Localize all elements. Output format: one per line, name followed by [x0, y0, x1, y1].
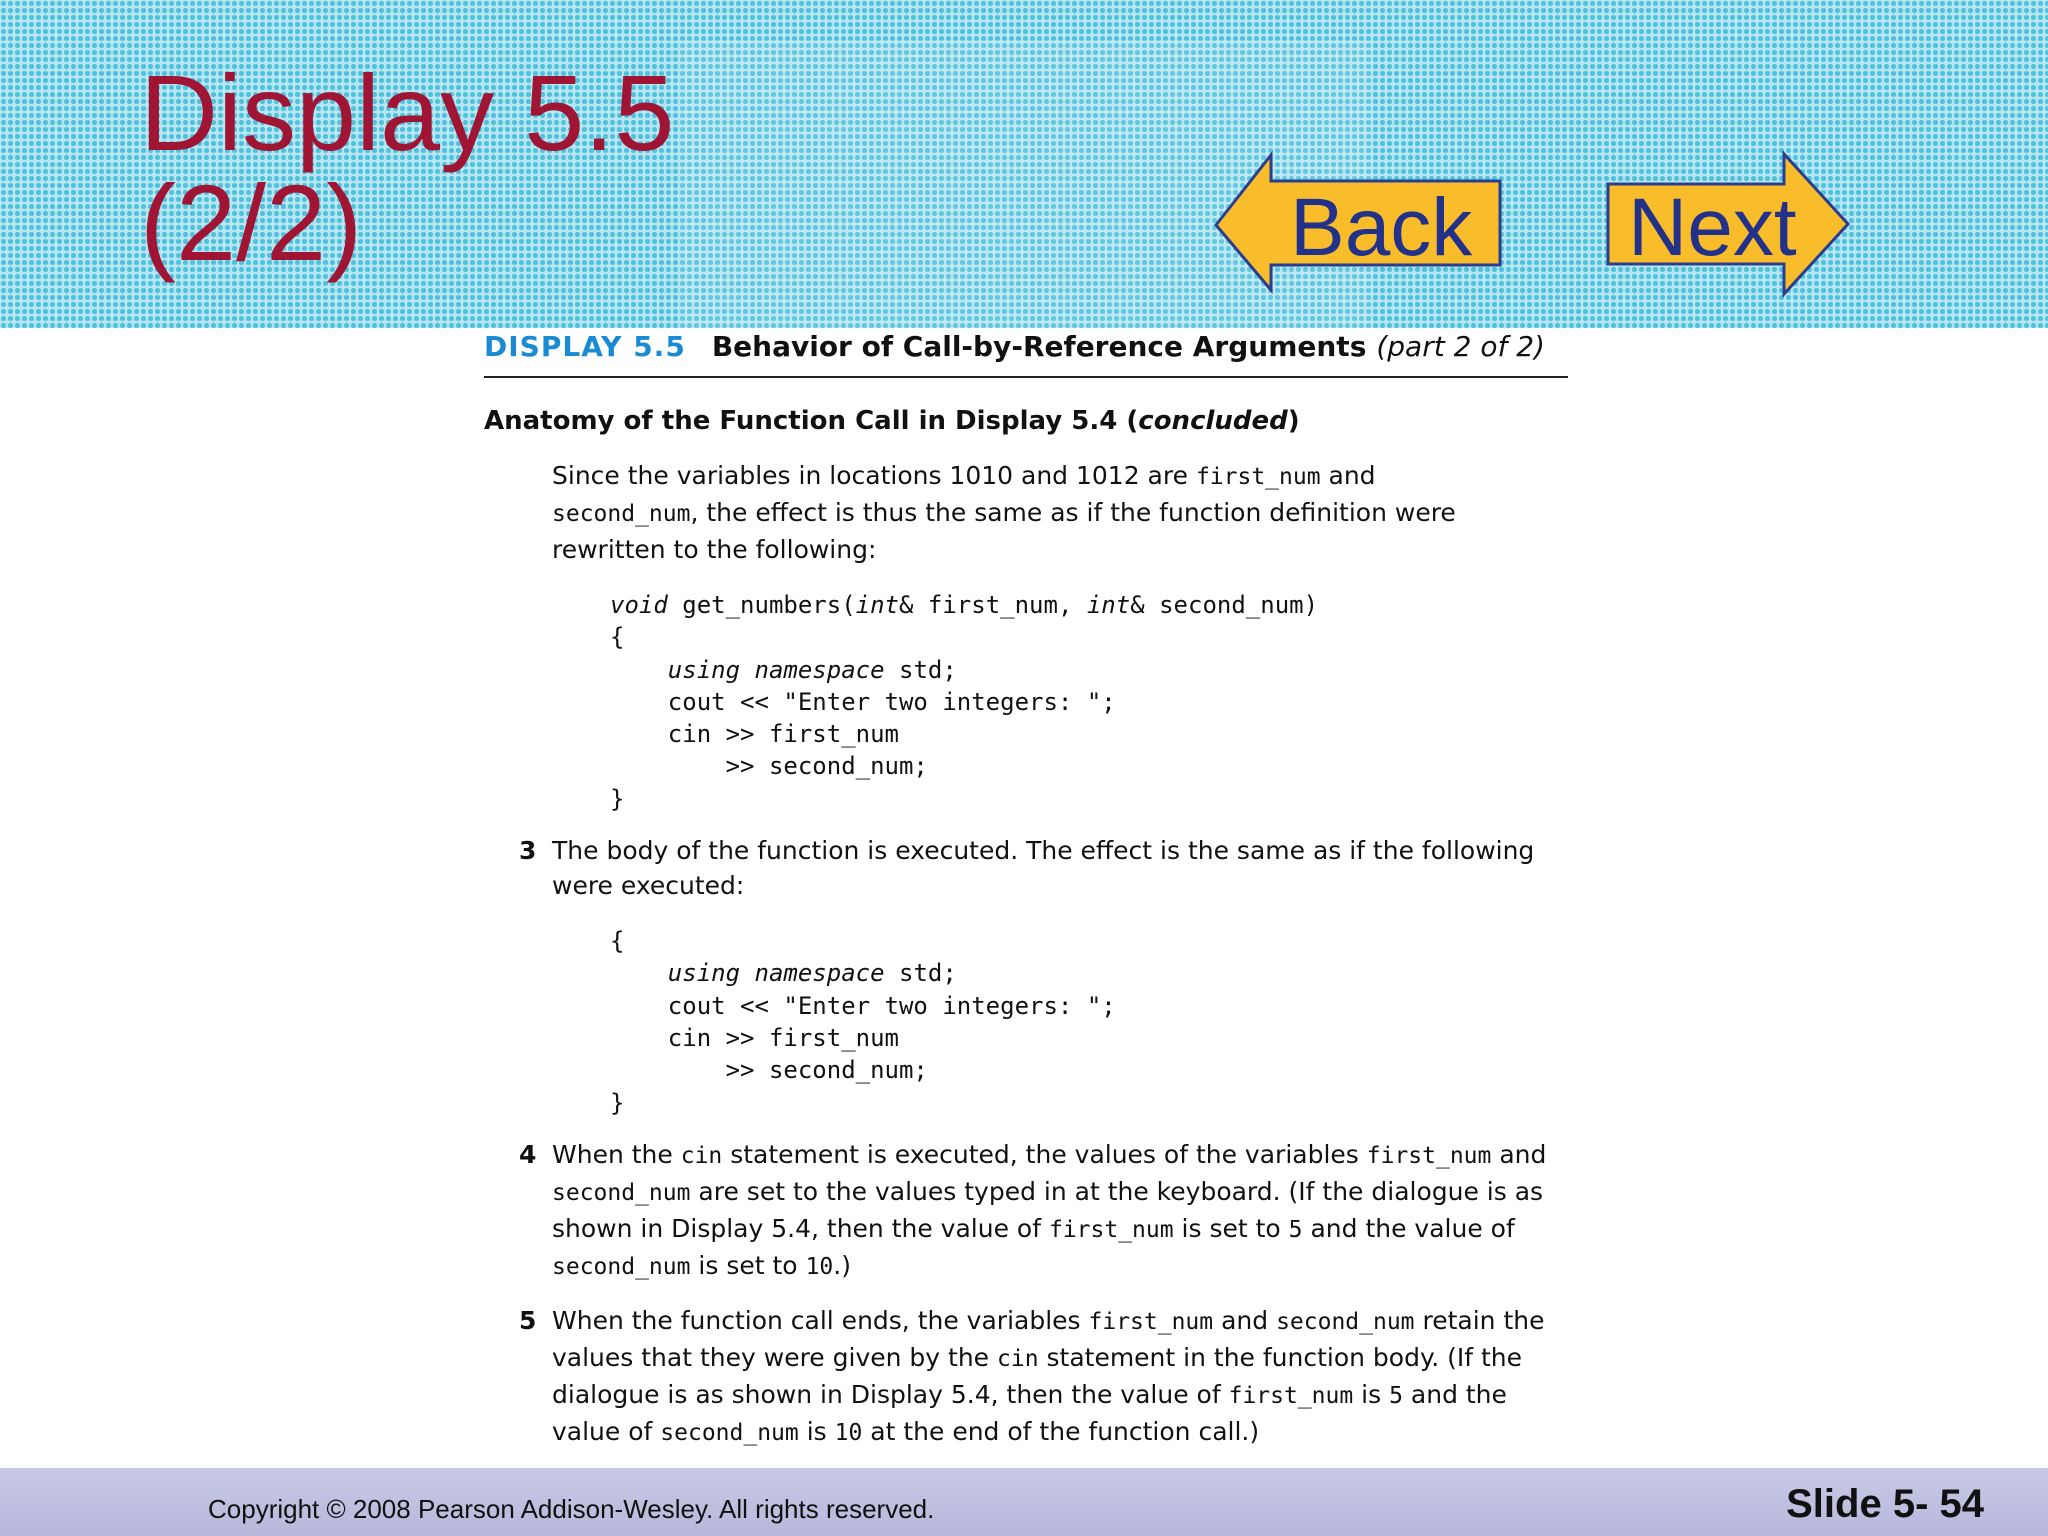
text-run: .) [833, 1250, 851, 1280]
code-term: 5 [1389, 1382, 1403, 1409]
step-text: The body of the function is executed. The effect is the same as if the following were executed: [552, 836, 1535, 901]
text-run: is [798, 1416, 835, 1446]
code-term: 5 [1288, 1216, 1303, 1243]
display-heading [484, 330, 1568, 376]
code-term: first_num [1366, 1142, 1492, 1169]
code-text: get_numbers( [667, 591, 856, 619]
text-run: and [1491, 1139, 1547, 1169]
display-part: (part 2 of 2) [1376, 330, 1545, 363]
code-block-2 [610, 925, 1568, 1119]
section-heading-emph: concluded [1138, 406, 1288, 436]
back-button[interactable] [1214, 150, 1504, 300]
code-line: >> second_num; [610, 752, 928, 781]
text-run: retain the values that they were given by the [552, 1305, 1545, 1372]
text-run: and the value of [552, 1379, 1507, 1446]
code-keyword: int [855, 591, 899, 619]
top-divider [484, 376, 1568, 378]
slide-title-line1: Display 5.5 [140, 52, 675, 173]
slide-number: Slide 5- 54 [1786, 1482, 1984, 1526]
code-term: first_num [1195, 464, 1321, 490]
code-line: { [610, 927, 625, 956]
text-run: statement in the function body. (If the dialogue is as shown in Display 5.4, then the value of [552, 1342, 1522, 1409]
code-keyword: void [610, 591, 668, 619]
code-term: first_num [1088, 1308, 1214, 1335]
back-button-label: Back [1290, 182, 1473, 273]
code-term: second_num [660, 1419, 799, 1446]
text-run: When the [552, 1139, 681, 1169]
display-figure [484, 330, 1568, 1475]
text-run: When the function call ends, the variables [552, 1305, 1089, 1335]
display-title: Behavior of Call-by-Reference Arguments [711, 330, 1367, 363]
slide-title [140, 52, 675, 283]
section-heading [484, 406, 1568, 436]
step-5 [484, 1303, 1568, 1451]
code-term: second_num [552, 1253, 691, 1280]
code-line: cin >> first_num [610, 1023, 899, 1052]
step-3 [484, 833, 1568, 903]
code-term: cin [997, 1345, 1039, 1372]
code-block-1 [610, 589, 1568, 815]
text-run: is [1353, 1379, 1390, 1409]
code-keyword: using namespace [667, 959, 885, 988]
step-number: 4 [519, 1139, 537, 1169]
section-heading-close: ) [1287, 406, 1300, 436]
footer-bar [0, 1468, 2048, 1536]
text-run: and [1213, 1305, 1277, 1335]
next-button[interactable] [1606, 150, 1850, 300]
code-line: } [610, 1088, 625, 1117]
code-keyword: int [1086, 591, 1131, 619]
code-keyword: using namespace [667, 655, 885, 684]
text-run: , the effect is thus the same as if the function definition were rewritten to the following: [552, 498, 1456, 564]
code-text: & second_num) [1130, 591, 1319, 619]
code-text: & first_num, [899, 591, 1087, 619]
code-line: { [610, 623, 625, 652]
code-line: cin >> first_num [610, 720, 899, 749]
text-run: Since the variables in locations 1010 and 1012 are [552, 461, 1196, 490]
code-line: cout << "Enter two integers: "; [610, 687, 1116, 716]
code-term: 10 [805, 1253, 834, 1280]
code-term: second_num [552, 501, 691, 527]
code-term: second_num [552, 1179, 691, 1206]
text-run: is set to [690, 1250, 806, 1280]
step-number: 3 [519, 836, 537, 866]
code-term: cin [680, 1142, 723, 1169]
code-term: first_num [1048, 1216, 1174, 1243]
display-number: DISPLAY 5.5 [484, 330, 686, 363]
text-run: and the value of [1302, 1213, 1515, 1243]
section-heading-text: Anatomy of the Function Call in Display 5.4 ( [484, 406, 1139, 436]
code-term: first_num [1228, 1382, 1354, 1409]
text-run: is set to [1173, 1213, 1289, 1243]
copyright-text: Copyright © 2008 Pearson Addison-Wesley. All rights reserved. [208, 1494, 935, 1524]
slide-title-line2: (2/2) [140, 162, 363, 283]
code-line: } [610, 784, 625, 813]
text-run: and [1320, 461, 1376, 490]
text-run: are set to the values typed in at the keyboard. (If the dialogue is as shown in Display 5.4, then the value of [552, 1176, 1544, 1243]
code-line [610, 957, 1568, 989]
code-line: cout << "Enter two integers: "; [610, 991, 1116, 1020]
step-number: 5 [519, 1305, 537, 1335]
intro-paragraph [552, 458, 1568, 567]
code-term: second_num [1276, 1308, 1415, 1335]
text-run: statement is executed, the values of the variables [722, 1139, 1367, 1169]
code-line [610, 654, 1568, 686]
code-line [610, 589, 1568, 621]
text-run: at the end of the function call.) [862, 1416, 1260, 1446]
next-button-label: Next [1628, 182, 1797, 273]
code-term: 10 [834, 1419, 863, 1446]
code-line: >> second_num; [610, 1056, 928, 1085]
step-4 [484, 1137, 1568, 1285]
code-text: std; [884, 655, 957, 684]
code-text: std; [884, 959, 957, 988]
